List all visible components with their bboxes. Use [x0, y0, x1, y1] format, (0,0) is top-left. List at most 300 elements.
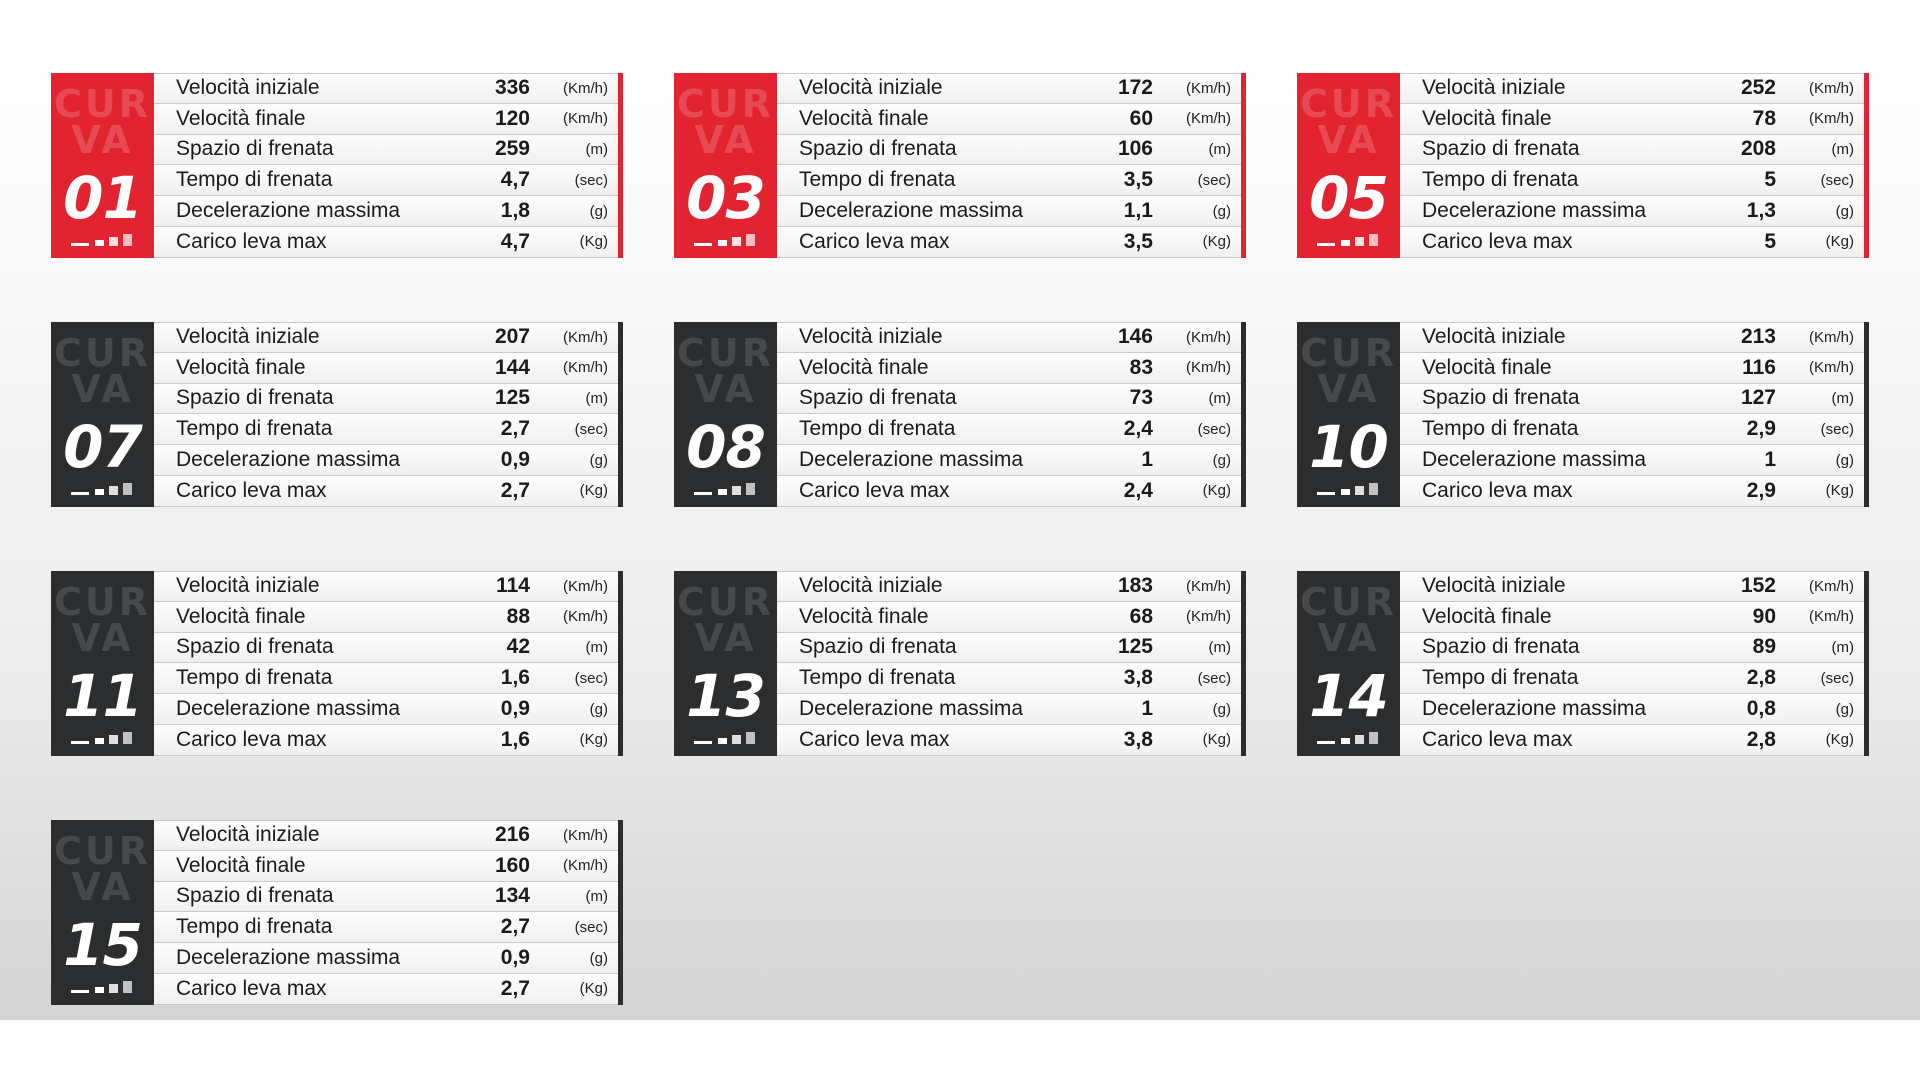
stat-value: 2,9	[1746, 417, 1776, 441]
brake-card-10	[1297, 322, 1869, 507]
stat-label: Carico leva max	[1422, 229, 1573, 253]
brake-card-05	[1297, 73, 1869, 258]
stat-row	[1400, 384, 1864, 415]
stat-value: 60	[1129, 106, 1153, 130]
stat-unit: (Kg)	[579, 482, 608, 500]
turn-badge	[51, 322, 154, 507]
stat-unit: (g)	[1835, 451, 1854, 469]
brake-level-icon	[1317, 728, 1387, 744]
brake-stats-table	[154, 571, 623, 756]
badge-word-bottom: VA	[694, 616, 757, 660]
stat-value: 2,7	[500, 976, 530, 1000]
stat-row	[154, 633, 618, 664]
stat-unit: (Km/h)	[1186, 608, 1231, 626]
turn-badge	[1297, 73, 1400, 258]
stat-label: Velocità finale	[176, 355, 306, 379]
stat-value: 2,7	[500, 478, 530, 502]
stat-label: Spazio di frenata	[176, 635, 334, 659]
stat-row	[154, 602, 618, 633]
stat-label: Carico leva max	[1422, 727, 1573, 751]
stat-value: 42	[506, 635, 530, 659]
stat-value: 1	[1141, 448, 1153, 472]
badge-word-bottom: VA	[71, 367, 134, 411]
stat-unit: (Kg)	[579, 731, 608, 749]
stat-value: 152	[1740, 574, 1776, 598]
stat-row	[777, 353, 1241, 384]
brake-card-11	[51, 571, 623, 756]
stat-label: Tempo di frenata	[799, 666, 956, 690]
stat-row	[154, 322, 618, 353]
stat-row	[154, 694, 618, 725]
stat-label: Velocità iniziale	[176, 823, 320, 847]
stat-row	[777, 725, 1241, 756]
stat-unit: (Km/h)	[1186, 79, 1231, 97]
stat-label: Carico leva max	[799, 478, 950, 502]
stat-label: Velocità iniziale	[1422, 574, 1566, 598]
stat-unit: (Km/h)	[563, 608, 608, 626]
stat-label: Decelerazione massima	[176, 946, 401, 970]
stat-row	[1400, 353, 1864, 384]
stat-unit: (Km/h)	[563, 857, 608, 875]
stat-unit: (g)	[589, 451, 608, 469]
stat-value: 73	[1129, 386, 1153, 410]
stat-unit: (g)	[1212, 451, 1231, 469]
stat-row	[777, 165, 1241, 196]
turn-number: 03	[686, 164, 765, 232]
badge-word-top: CUR	[1299, 580, 1397, 624]
stat-row	[777, 322, 1241, 353]
stat-row	[777, 135, 1241, 166]
stat-value: 1,1	[1123, 199, 1153, 223]
stat-value: 252	[1740, 76, 1776, 100]
stat-label: Velocità finale	[799, 355, 929, 379]
badge-word-top: CUR	[1299, 82, 1397, 126]
stat-label: Velocità iniziale	[176, 325, 320, 349]
stat-unit: (Km/h)	[563, 79, 608, 97]
badge-word-top: CUR	[676, 580, 774, 624]
stat-row	[1400, 476, 1864, 507]
badge-word-top: CUR	[1299, 331, 1397, 375]
stat-value: 4,7	[500, 168, 530, 192]
stat-label: Carico leva max	[176, 976, 327, 1000]
brake-stats-table	[1400, 571, 1869, 756]
stat-unit: (m)	[1831, 140, 1854, 158]
stat-label: Tempo di frenata	[176, 915, 333, 939]
stat-label: Tempo di frenata	[1422, 417, 1579, 441]
stat-unit: (Km/h)	[563, 826, 608, 844]
stat-row	[777, 694, 1241, 725]
stat-row	[154, 663, 618, 694]
stat-label: Carico leva max	[799, 727, 950, 751]
stat-label: Velocità finale	[1422, 604, 1552, 628]
turn-badge	[51, 571, 154, 756]
turn-badge	[1297, 571, 1400, 756]
stat-row	[154, 227, 618, 258]
stat-row	[1400, 322, 1864, 353]
turn-badge	[674, 322, 777, 507]
stat-value: 3,8	[1123, 727, 1153, 751]
badge-word-top: CUR	[676, 82, 774, 126]
stat-value: 3,5	[1123, 229, 1153, 253]
stat-row	[1400, 414, 1864, 445]
stat-value: 336	[494, 76, 530, 100]
stat-row	[1400, 165, 1864, 196]
stat-value: 0,9	[500, 448, 530, 472]
stat-row	[154, 353, 618, 384]
stat-value: 144	[494, 355, 530, 379]
stat-row	[154, 974, 618, 1005]
stat-value: 120	[494, 106, 530, 130]
stat-row	[777, 571, 1241, 602]
stat-value: 5	[1764, 168, 1776, 192]
turn-badge	[51, 73, 154, 258]
stat-label: Decelerazione massima	[1422, 199, 1647, 223]
stat-unit: (Km/h)	[1186, 328, 1231, 346]
stat-value: 216	[494, 823, 530, 847]
stat-unit: (Kg)	[1202, 731, 1231, 749]
stat-row	[154, 73, 618, 104]
stat-value: 0,9	[500, 946, 530, 970]
stat-unit: (g)	[1212, 202, 1231, 220]
stat-row	[1400, 633, 1864, 664]
stat-unit: (m)	[1208, 389, 1231, 407]
brake-card-15	[51, 820, 623, 1005]
stat-label: Carico leva max	[1422, 478, 1573, 502]
stat-row	[154, 165, 618, 196]
turn-number: 10	[1309, 413, 1388, 481]
brake-card-07	[51, 322, 623, 507]
stat-row	[777, 663, 1241, 694]
stat-value: 2,9	[1746, 478, 1776, 502]
stat-label: Tempo di frenata	[176, 666, 333, 690]
stat-unit: (sec)	[574, 171, 608, 189]
stat-unit: (m)	[585, 887, 608, 905]
stat-label: Tempo di frenata	[799, 168, 956, 192]
badge-word-top: CUR	[53, 331, 151, 375]
stat-unit: (Kg)	[1825, 233, 1854, 251]
stat-value: 5	[1764, 229, 1776, 253]
stat-unit: (m)	[1208, 140, 1231, 158]
stat-row	[1400, 694, 1864, 725]
stat-value: 2,4	[1123, 478, 1153, 502]
stat-value: 4,7	[500, 229, 530, 253]
badge-word-top: CUR	[53, 580, 151, 624]
stat-row	[1400, 135, 1864, 166]
stat-unit: (Kg)	[1202, 482, 1231, 500]
stat-label: Tempo di frenata	[176, 168, 333, 192]
brake-level-icon	[71, 977, 141, 993]
stat-value: 2,8	[1746, 666, 1776, 690]
stat-value: 114	[496, 574, 530, 598]
stat-value: 106	[1117, 137, 1153, 161]
stat-unit: (sec)	[1820, 420, 1854, 438]
brake-stats-table	[154, 322, 623, 507]
stat-label: Decelerazione massima	[799, 697, 1024, 721]
stat-unit: (sec)	[574, 420, 608, 438]
stat-label: Spazio di frenata	[799, 386, 957, 410]
brake-card-13	[674, 571, 1246, 756]
stat-label: Velocità finale	[799, 106, 929, 130]
stat-value: 125	[1117, 635, 1153, 659]
stat-value: 0,9	[500, 697, 530, 721]
stat-unit: (m)	[1208, 638, 1231, 656]
stat-label: Velocità finale	[176, 853, 306, 877]
stat-unit: (g)	[1835, 700, 1854, 718]
stat-value: 83	[1129, 355, 1153, 379]
brake-card-14	[1297, 571, 1869, 756]
stat-row	[777, 445, 1241, 476]
turn-number: 01	[63, 164, 142, 232]
stat-label: Velocità iniziale	[1422, 76, 1566, 100]
stat-row	[1400, 571, 1864, 602]
stat-label: Spazio di frenata	[176, 884, 334, 908]
stat-label: Velocità iniziale	[799, 76, 943, 100]
stat-value: 172	[1117, 76, 1153, 100]
stat-unit: (Kg)	[579, 980, 608, 998]
stat-value: 3,5	[1123, 168, 1153, 192]
turn-badge	[1297, 322, 1400, 507]
stat-label: Spazio di frenata	[1422, 137, 1580, 161]
stat-unit: (Km/h)	[1809, 328, 1854, 346]
stat-value: 183	[1117, 574, 1153, 598]
stat-unit: (Km/h)	[1186, 359, 1231, 377]
stat-row	[154, 135, 618, 166]
brake-level-icon	[71, 728, 141, 744]
brake-level-icon	[694, 230, 764, 246]
stat-value: 68	[1129, 604, 1153, 628]
stat-unit: (Km/h)	[1809, 359, 1854, 377]
stat-unit: (Kg)	[1202, 233, 1231, 251]
stat-row	[154, 104, 618, 135]
brake-stats-table	[777, 73, 1246, 258]
badge-word-bottom: VA	[71, 865, 134, 909]
stat-value: 116	[1742, 355, 1776, 379]
stat-value: 1	[1764, 448, 1776, 472]
stat-value: 0,8	[1746, 697, 1776, 721]
stat-unit: (sec)	[1820, 171, 1854, 189]
stat-value: 1,8	[500, 199, 530, 223]
stat-row	[1400, 725, 1864, 756]
stat-label: Spazio di frenata	[799, 635, 957, 659]
stat-label: Velocità iniziale	[1422, 325, 1566, 349]
stat-row	[777, 602, 1241, 633]
stat-unit: (m)	[1831, 389, 1854, 407]
stat-label: Velocità iniziale	[799, 574, 943, 598]
stat-row	[777, 227, 1241, 258]
brake-level-icon	[71, 479, 141, 495]
stat-label: Spazio di frenata	[1422, 635, 1580, 659]
stat-label: Velocità finale	[1422, 355, 1552, 379]
stat-value: 2,8	[1746, 727, 1776, 751]
stat-row	[777, 104, 1241, 135]
stat-unit: (g)	[589, 202, 608, 220]
stat-row	[1400, 602, 1864, 633]
stat-row	[1400, 104, 1864, 135]
stat-label: Velocità iniziale	[176, 574, 320, 598]
stat-value: 1,6	[500, 727, 530, 751]
stat-value: 125	[494, 386, 530, 410]
stat-label: Decelerazione massima	[1422, 448, 1647, 472]
brake-level-icon	[694, 728, 764, 744]
stat-row	[154, 445, 618, 476]
stat-label: Velocità finale	[176, 106, 306, 130]
stat-unit: (m)	[585, 638, 608, 656]
stat-row	[154, 912, 618, 943]
stat-value: 89	[1752, 635, 1776, 659]
stat-unit: (g)	[589, 949, 608, 967]
stat-row	[1400, 445, 1864, 476]
stat-value: 2,7	[500, 915, 530, 939]
stat-unit: (Km/h)	[1809, 110, 1854, 128]
stat-unit: (Kg)	[579, 233, 608, 251]
brake-stats-table	[1400, 73, 1869, 258]
stat-value: 88	[506, 604, 530, 628]
stat-row	[777, 633, 1241, 664]
stat-unit: (g)	[1212, 700, 1231, 718]
stat-unit: (Km/h)	[563, 577, 608, 595]
stat-row	[154, 943, 618, 974]
stat-label: Carico leva max	[176, 478, 327, 502]
stat-unit: (Kg)	[1825, 731, 1854, 749]
stat-value: 160	[494, 853, 530, 877]
stat-label: Tempo di frenata	[176, 417, 333, 441]
stat-value: 3,8	[1123, 666, 1153, 690]
stat-unit: (Kg)	[1825, 482, 1854, 500]
stat-value: 1,6	[500, 666, 530, 690]
turn-badge	[674, 571, 777, 756]
badge-word-bottom: VA	[71, 616, 134, 660]
stat-label: Spazio di frenata	[1422, 386, 1580, 410]
stat-label: Spazio di frenata	[176, 386, 334, 410]
stat-label: Velocità finale	[799, 604, 929, 628]
brake-stats-table	[777, 571, 1246, 756]
stat-row	[1400, 73, 1864, 104]
stat-row	[154, 882, 618, 913]
stat-unit: (m)	[1831, 638, 1854, 656]
stat-label: Carico leva max	[799, 229, 950, 253]
stat-label: Spazio di frenata	[176, 137, 334, 161]
stat-unit: (Km/h)	[1809, 608, 1854, 626]
stat-unit: (Km/h)	[563, 359, 608, 377]
stat-row	[154, 571, 618, 602]
stat-row	[154, 476, 618, 507]
stat-value: 146	[1117, 325, 1153, 349]
stat-label: Carico leva max	[176, 229, 327, 253]
stat-unit: (sec)	[1820, 669, 1854, 687]
stat-unit: (m)	[585, 140, 608, 158]
brake-level-icon	[1317, 479, 1387, 495]
stat-row	[154, 851, 618, 882]
stat-value: 208	[1740, 137, 1776, 161]
stat-unit: (Km/h)	[1186, 110, 1231, 128]
stat-row	[777, 196, 1241, 227]
turn-number: 07	[63, 413, 142, 481]
stat-unit: (Km/h)	[563, 110, 608, 128]
stat-value: 2,4	[1123, 417, 1153, 441]
brake-level-icon	[694, 479, 764, 495]
stat-value: 213	[1740, 325, 1776, 349]
stat-row	[777, 476, 1241, 507]
stat-unit: (Km/h)	[1809, 577, 1854, 595]
stat-row	[777, 414, 1241, 445]
badge-word-bottom: VA	[1317, 118, 1380, 162]
stat-row	[1400, 227, 1864, 258]
stat-row	[154, 384, 618, 415]
stat-label: Velocità finale	[1422, 106, 1552, 130]
stat-label: Spazio di frenata	[799, 137, 957, 161]
stat-label: Decelerazione massima	[1422, 697, 1647, 721]
stat-row	[1400, 663, 1864, 694]
brake-card-03	[674, 73, 1246, 258]
stat-unit: (sec)	[574, 669, 608, 687]
stat-unit: (sec)	[1197, 171, 1231, 189]
badge-word-top: CUR	[676, 331, 774, 375]
stat-label: Velocità iniziale	[799, 325, 943, 349]
badge-word-top: CUR	[53, 82, 151, 126]
turn-number: 08	[686, 413, 765, 481]
stat-value: 134	[494, 884, 530, 908]
stat-unit: (sec)	[574, 918, 608, 936]
stat-unit: (sec)	[1197, 420, 1231, 438]
brake-stats-table	[777, 322, 1246, 507]
stat-unit: (Km/h)	[1186, 577, 1231, 595]
stat-row	[1400, 196, 1864, 227]
stat-value: 207	[494, 325, 530, 349]
stat-label: Decelerazione massima	[176, 448, 401, 472]
stat-label: Decelerazione massima	[799, 448, 1024, 472]
stat-label: Velocità iniziale	[176, 76, 320, 100]
stat-label: Decelerazione massima	[799, 199, 1024, 223]
stat-label: Carico leva max	[176, 727, 327, 751]
stat-row	[154, 196, 618, 227]
stat-row	[154, 820, 618, 851]
stat-unit: (sec)	[1197, 669, 1231, 687]
brake-stats-table	[154, 73, 623, 258]
turn-number: 05	[1309, 164, 1388, 232]
brake-stats-table	[154, 820, 623, 1005]
stat-value: 90	[1752, 604, 1776, 628]
turn-badge	[674, 73, 777, 258]
stat-label: Tempo di frenata	[799, 417, 956, 441]
turn-number: 14	[1309, 662, 1388, 730]
stat-value: 78	[1752, 106, 1776, 130]
stat-unit: (m)	[585, 389, 608, 407]
stat-unit: (Km/h)	[1809, 79, 1854, 97]
stat-value: 259	[494, 137, 530, 161]
stat-value: 2,7	[500, 417, 530, 441]
stat-row	[777, 384, 1241, 415]
stat-row	[777, 73, 1241, 104]
stat-label: Decelerazione massima	[176, 199, 401, 223]
badge-word-bottom: VA	[1317, 367, 1380, 411]
badge-word-top: CUR	[53, 829, 151, 873]
brake-card-08	[674, 322, 1246, 507]
brake-level-icon	[1317, 230, 1387, 246]
turn-number: 15	[63, 911, 142, 979]
stat-label: Decelerazione massima	[176, 697, 401, 721]
stat-value: 1,3	[1746, 199, 1776, 223]
stat-value: 127	[1740, 386, 1776, 410]
stat-row	[154, 725, 618, 756]
turn-badge	[51, 820, 154, 1005]
badge-word-bottom: VA	[71, 118, 134, 162]
stat-value: 1	[1141, 697, 1153, 721]
brake-level-icon	[71, 230, 141, 246]
turn-number: 13	[686, 662, 765, 730]
stat-label: Velocità finale	[176, 604, 306, 628]
stat-row	[154, 414, 618, 445]
badge-word-bottom: VA	[694, 118, 757, 162]
